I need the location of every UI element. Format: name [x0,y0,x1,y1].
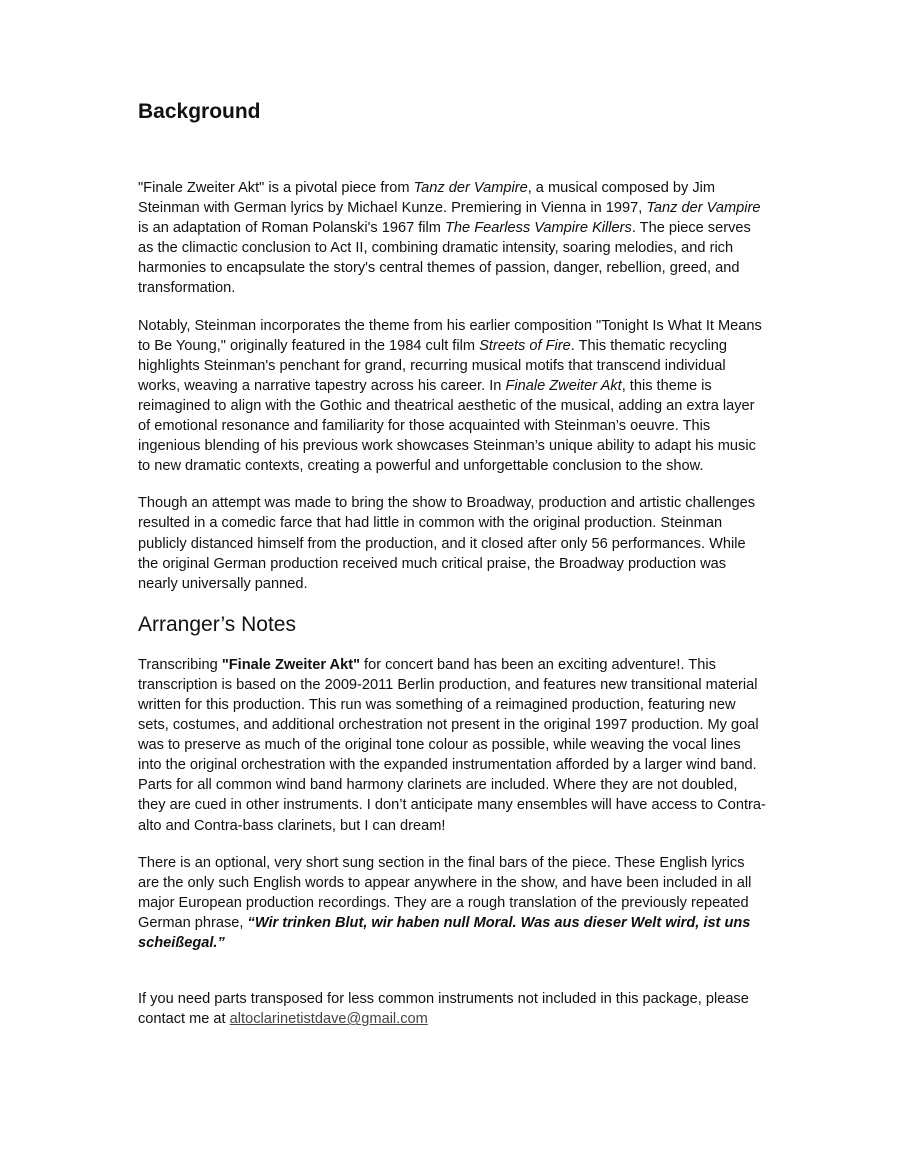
italic-title: The Fearless Vampire Killers [445,220,632,237]
arranger-paragraph-2 [138,853,766,953]
text-run: Notably, Steinman incorporates the theme from his earlier composition "Tonight Is What It Means to Be Young," originally featured in the 1984 cult film [138,317,762,354]
background-heading: Background [138,100,261,123]
text-run: is an adaptation of Roman Polanski's 1967 film [138,220,445,237]
text-run: There is an optional, very short sung section in the final bars of the piece. These English lyrics are the only such English words to appear anywhere in the show, and have been included in all major European production recordings. They are a rough translation of the previously repeated German phrase, [138,854,752,931]
text-run: Transcribing [138,656,222,673]
arranger-paragraph-1 [138,655,766,836]
text-run: If you need parts transposed for less common instruments not included in this package, please contact me at [138,991,749,1028]
text-run: , a musical composed by Jim Steinman with German lyrics by Michael Kunze. Premiering in Vienna in 1997, [138,180,716,217]
german-phrase-text: “Wir trinken Blut, wir haben null Moral. Was aus dieser Welt wird, ist uns scheißegal.” [138,914,751,951]
contact-email-link[interactable]: altoclarinetistdave@gmail.com [229,1011,428,1028]
italic-title: Tanz der Vampire [413,180,528,196]
arranger-notes-heading: Arranger’s Notes [138,612,296,636]
text-run: . This thematic recycling highlights Steinman's penchant for grand, recurring musical motifs that transcend individual works, weaving a narrative tapestry across his career. In [138,337,727,394]
text-run: for concert band has been an exciting adventure!. This transcription is based on the 2009-2011 Berlin production, and features new transitional material written for this production. This run was something of a reimagined production, featuring new sets, costumes, and additional orchestration not present in the original 1997 production. My goal was to preserve as much of the original tone colour as possible, while weaving the vocal lines into the original orchestration with the expanded instrumentation afforded by a larger wind band. Parts for all common wind band harmony clarinets are included. Where they are not doubled, they are cued in other instruments. I don’t anticipate many ensembles will have access to Contra-alto and Contra-bass clarinets, but I can dream! [138,656,766,834]
background-paragraph-3: Though an attempt was made to bring the show to Broadway, production and artistic challenges resulted in a comedic farce that had little in common with the original production. Steinman publicly distanced himself from the production, and it closed after only 56 performances. While the original German production received much critical praise, the Broadway production was nearly universally panned. [138,495,756,592]
text-run: "Finale Zweiter Akt" is a pivotal piece from [138,180,414,196]
text-run: , this theme is reimagined to align with the Gothic and theatrical aesthetic of the musical, adding an extra layer of emotional resonance and familiarity for those acquainted with Steinman’s oeuvre. This ingenious blending of his previous work showcases Steinman’s unique ability to adapt his music to new dramatic contexts, creating a powerful and unforgettable conclusion to the show. [138,377,756,475]
text-run: . The piece serves as the climactic conclusion to Act II, combining dramatic intensity, soaring melodies, and rich harmonies to encapsulate the story's central themes of passion, danger, rebellion, greed, and transformation. [138,220,751,297]
document-content [138,98,766,1046]
italic-title: Finale Zweiter Akt [505,377,622,394]
bold-piece-title: "Finale Zweiter Akt" [221,656,360,673]
italic-title: Tanz der Vampire [646,200,761,217]
contact-paragraph [138,989,766,1029]
background-paragraph-1 [138,178,766,299]
italic-title: Streets of Fire [479,337,571,354]
background-paragraph-2 [138,316,766,477]
